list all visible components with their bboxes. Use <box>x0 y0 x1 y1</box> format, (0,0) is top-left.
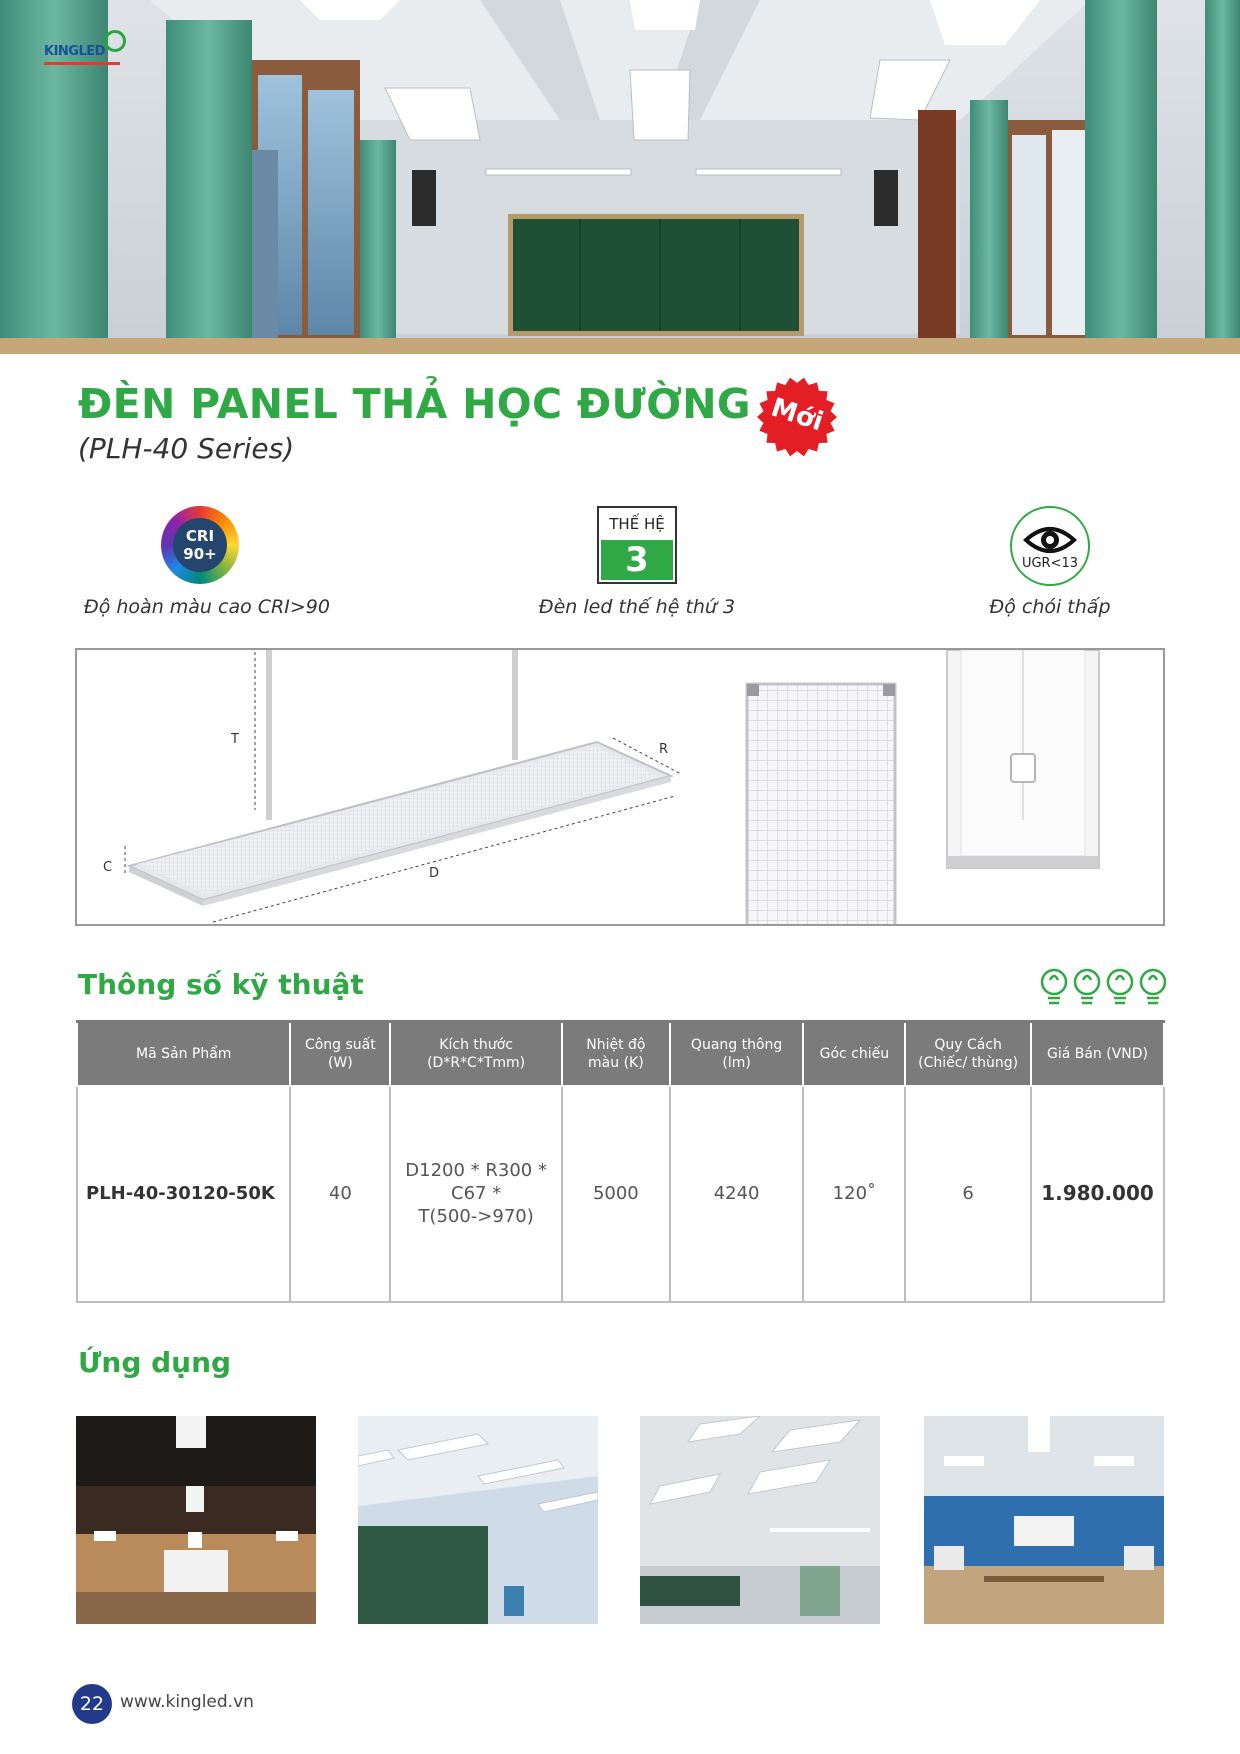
generation-3-icon <box>597 506 677 584</box>
application-image-2 <box>358 1416 598 1624</box>
application-image-1 <box>76 1416 316 1624</box>
col-header-lumen: Quang thông (lm) <box>670 1022 804 1086</box>
col-header-price: Giá Bán (VND) <box>1031 1022 1164 1086</box>
col-header-size: Kích thước (D*R*C*Tmm) <box>390 1022 562 1086</box>
page-number: 22 <box>72 1684 112 1724</box>
feature-generation-label: Đèn led thế hệ thứ 3 <box>538 596 736 618</box>
cell-angle: 120˚ <box>803 1086 905 1302</box>
feature-generation <box>534 596 740 618</box>
dimension-d-label: D <box>429 866 440 881</box>
cell-cct: 5000 <box>562 1086 670 1302</box>
cell-power: 40 <box>290 1086 390 1302</box>
application-image-4 <box>924 1416 1164 1624</box>
generation-number: 3 <box>601 540 673 580</box>
cri-value: 90+ <box>183 545 217 563</box>
new-badge-label: Mới <box>767 392 827 438</box>
dimension-t-label: T <box>231 732 239 747</box>
product-illustration <box>77 650 1165 926</box>
product-series: (PLH-40 Series) <box>78 432 295 465</box>
logo-text: KINGLED <box>44 44 105 59</box>
generation-label: THẾ HỆ <box>609 515 665 533</box>
cri-color-wheel-icon <box>161 506 239 584</box>
cell-lumen: 4240 <box>670 1086 804 1302</box>
eye-ugr-icon <box>1010 506 1090 586</box>
spec-table <box>76 1020 1165 1303</box>
cell-size: D1200 * R300 * C67 * T(500->970) <box>390 1086 562 1302</box>
website-link[interactable]: www.kingled.vn <box>120 1692 254 1712</box>
col-header-pack: Quy Cách (Chiếc/ thùng) <box>905 1022 1031 1086</box>
feature-ugr-label: Độ chói thấp <box>989 596 1111 618</box>
spec-table-header <box>77 1022 1164 1086</box>
dimension-c-label: C <box>103 860 113 875</box>
col-header-cct: Nhiệt độ màu (K) <box>562 1022 670 1086</box>
cell-code: PLH-40-30120-50K <box>77 1086 290 1302</box>
hero-classroom-image <box>0 0 1240 354</box>
eye-icon <box>1012 512 1088 562</box>
cri-label: CRI <box>185 527 215 545</box>
col-header-angle: Góc chiếu <box>803 1022 905 1086</box>
table-row <box>77 1086 1164 1302</box>
ugr-value: UGR<13 <box>1021 556 1079 571</box>
product-images-box <box>75 648 1165 926</box>
application-image-3 <box>640 1416 880 1624</box>
dimension-r-label: R <box>659 742 669 757</box>
feature-cri-label: Độ hoàn màu cao CRI>90 <box>84 596 330 618</box>
applications-heading: Ứng dụng <box>78 1346 232 1379</box>
col-header-power: Công suất (W) <box>290 1022 390 1086</box>
logo-underline <box>44 62 120 65</box>
eco-bulbs-icon <box>1040 968 1168 1006</box>
product-title: ĐÈN PANEL THẢ HỌC ĐƯỜNG <box>78 380 751 428</box>
kingled-logo <box>44 30 128 70</box>
col-header-code: Mã Sản Phẩm <box>77 1022 290 1086</box>
spec-heading: Thông số kỹ thuật <box>78 968 364 1001</box>
feature-cri <box>84 596 330 618</box>
new-badge <box>756 376 838 458</box>
cell-pack: 6 <box>905 1086 1031 1302</box>
logo-circle-icon <box>104 30 126 52</box>
cell-price: 1.980.000 <box>1031 1086 1164 1302</box>
feature-ugr <box>970 596 1130 618</box>
